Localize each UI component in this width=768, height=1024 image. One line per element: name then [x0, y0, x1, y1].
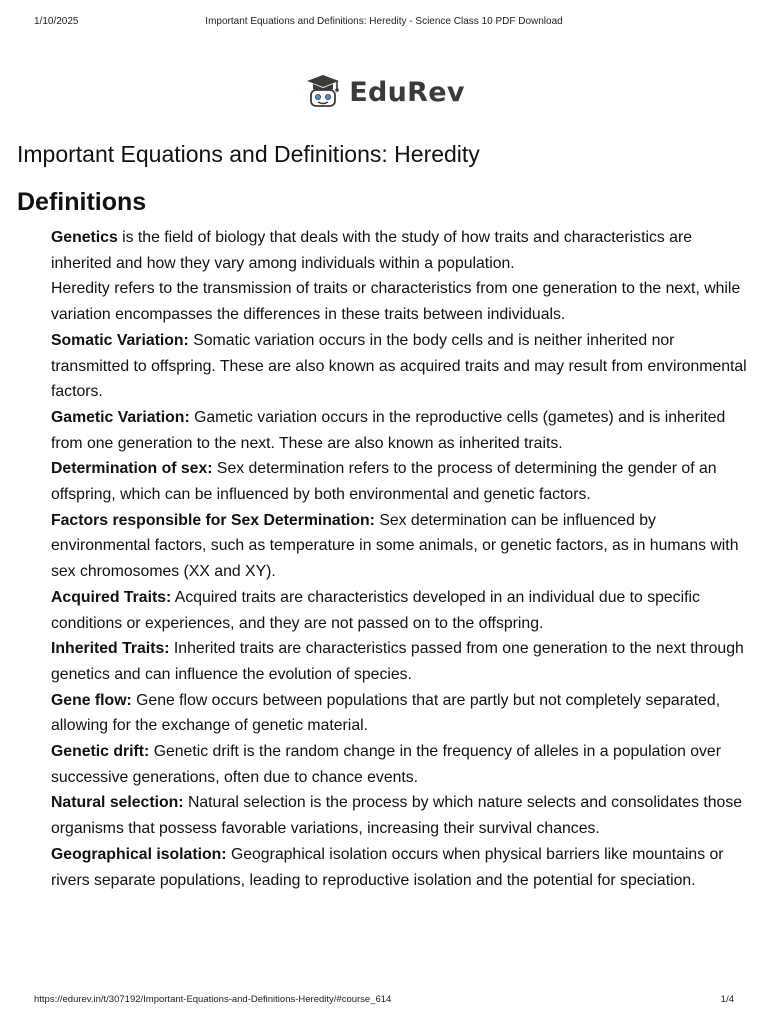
definition-item: [51, 225, 755, 276]
definition-term: Geographical isolation:: [51, 845, 227, 863]
logo-text: EduRev: [349, 76, 465, 108]
definition-item: [51, 276, 755, 327]
definition-term: Gene flow:: [51, 691, 132, 709]
definition-item: [51, 405, 755, 456]
definitions-list: [51, 225, 755, 893]
definition-item: [51, 328, 755, 405]
print-date: 1/10/2025: [34, 16, 79, 27]
graduation-cap-icon: [303, 72, 343, 113]
edurev-logo: [0, 70, 768, 114]
page-title: Important Equations and Definitions: Heredity: [17, 141, 480, 167]
definition-term: Gametic Variation:: [51, 408, 190, 426]
definition-term: Natural selection:: [51, 794, 184, 812]
section-heading: Definitions: [17, 188, 147, 216]
print-title: Important Equations and Definitions: Heredity - Science Class 10 PDF Download: [205, 16, 563, 27]
definition-text: Natural selection is the process by which nature selects and consolidates those organisms that possess favorable variations, increasing their survival chances.: [51, 794, 743, 838]
definition-term: Inherited Traits:: [51, 640, 170, 658]
definition-item: [51, 842, 755, 893]
definition-item: [51, 688, 755, 739]
definition-text: Acquired traits are characteristics developed in an individual due to specific conditions or experiences, and they are not passed on to the offspring.: [51, 588, 700, 632]
definition-text: is the field of biology that deals with the study of how traits and characteristics are inherited and how they vary among individuals within a population.: [51, 229, 692, 272]
definition-text: Geographical isolation occurs when physical barriers like mountains or rivers separate populations, leading to reproductive isolation and the potential for speciation.: [51, 845, 724, 889]
definition-item: [51, 739, 755, 790]
definition-term: Acquired Traits:: [51, 588, 172, 606]
page-number: 1/4: [720, 994, 734, 1005]
definition-item: [51, 508, 755, 585]
definition-term: Determination of sex:: [51, 460, 213, 478]
definition-text: Somatic variation occurs in the body cells and is neither inherited nor transmitted to offspring. These are also known as acquired traits and may result from environmental factors.: [51, 331, 747, 401]
definition-text: Inherited traits are characteristics passed from one generation to the next through genetics and can influence the evolution of species.: [51, 640, 744, 683]
definition-text: Gene flow occurs between populations that are partly but not completely separated, allowing for the exchange of genetic material.: [51, 691, 721, 735]
definition-term: Somatic Variation:: [51, 331, 189, 349]
page-url: https://edurev.in/t/307192/Important-Equations-and-Definitions-Heredity/#course_614: [34, 994, 392, 1005]
definition-term: Genetics: [51, 229, 118, 246]
definition-text: Sex determination can be influenced by environmental factors, such as temperature in some animals, or genetic factors, as in humans with sex chromosomes (XX and XY).: [51, 511, 739, 581]
definition-text: Sex determination refers to the process of determining the gender of an offspring, which can be influenced by both environmental and genetic factors.: [51, 460, 717, 504]
definition-item: [51, 456, 755, 507]
definition-item: [51, 636, 755, 687]
definition-item: [51, 585, 755, 636]
definition-item: [51, 790, 755, 841]
print-header: [0, 16, 768, 30]
definition-text: Heredity refers to the transmission of traits or characteristics from one generation to the next, while variation encompasses the differences in these traits between individuals.: [51, 280, 741, 324]
definition-term: Genetic drift:: [51, 743, 150, 761]
print-footer: [0, 994, 768, 1008]
definition-text: Genetic drift is the random change in the frequency of alleles in a population over successive generations, often due to chance events.: [51, 743, 721, 786]
definition-term: Factors responsible for Sex Determination:: [51, 511, 375, 529]
definition-text: Gametic variation occurs in the reproductive cells (gametes) and is inherited from one generation to the next. These are also known as inherited traits.: [51, 408, 726, 452]
